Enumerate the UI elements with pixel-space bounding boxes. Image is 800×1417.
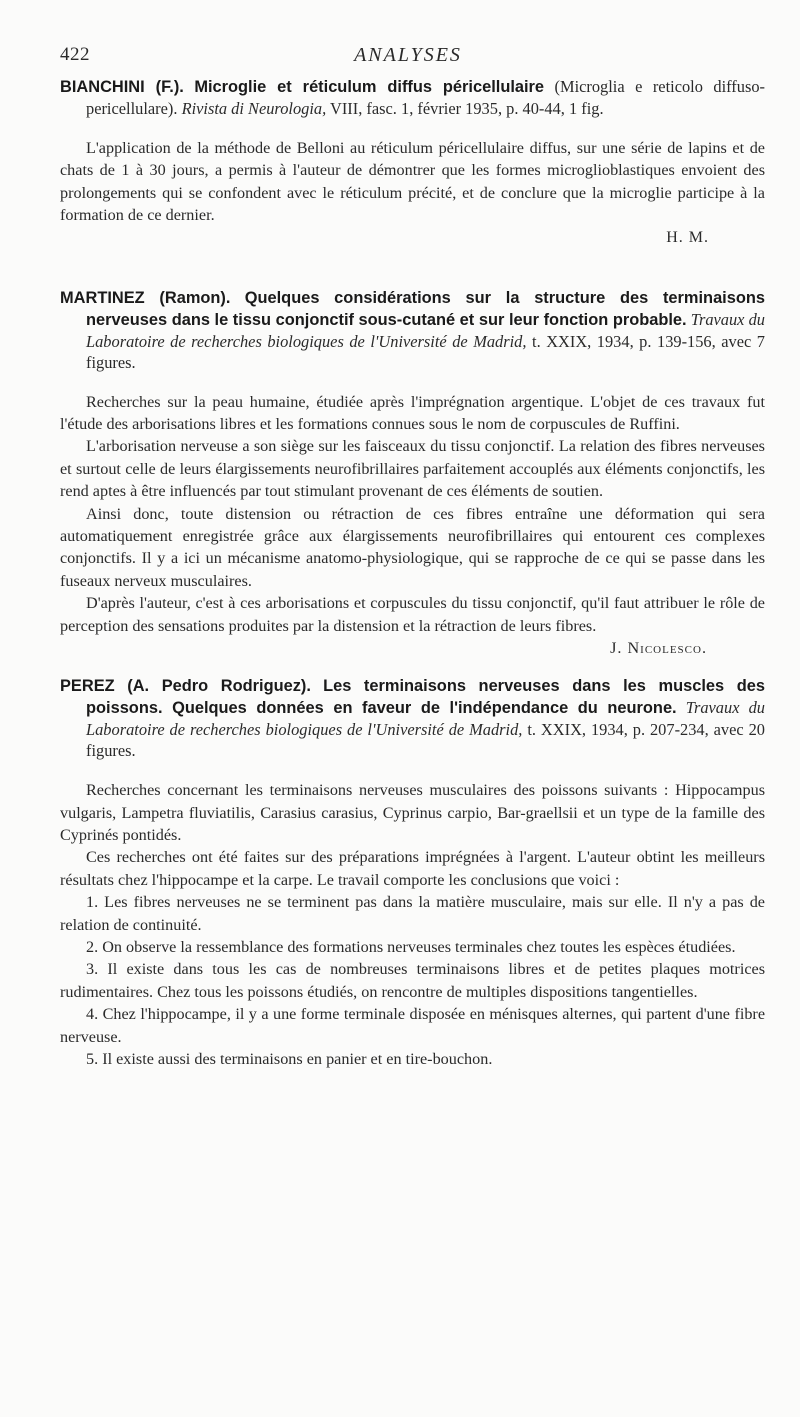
citation (60, 76, 765, 119)
article-title: Les terminaisons nerveuses dans les muscles des poissons. Quelques données en faveur de l'indépendance du neurone. (86, 677, 765, 718)
reference: VIII, fasc. 1, février 1935, p. 40-44, 1 fig. (330, 99, 604, 118)
review-body (60, 391, 765, 658)
conclusion-item: 4. Chez l'hippocampe, il y a une forme terminale disposée en ménisques alternes, qui partent d'une fibre nerveuse. (60, 1005, 765, 1046)
review-martinez (60, 287, 765, 658)
citation (60, 287, 765, 373)
reference: t. XXIX, 1934, p. 207-234, avec 20 figures. (86, 720, 766, 761)
paragraph: L'application de la méthode de Belloni au réticulum péricellulaire diffus, sur une série de lapins et de chats de 1 à 30 jours, a permis à l'auteur de démontrer que les formes microglioblastiques envoient des prolongements qui se confondent avec le réticulum précité, et de conclure que la microglie participe à la formation de ce dernier. (60, 139, 765, 225)
author-name: BIANCHINI (F.). (60, 78, 184, 96)
paragraph: Ces recherches ont été faites sur des préparations imprégnées à l'argent. L'auteur obtint les meilleurs résultats chez l'hippocampe et la carpe. Le travail comporte les conclusions que voici : (60, 848, 765, 889)
running-title: ANALYSES (354, 44, 462, 66)
article-title: Quelques considérations sur la structure des terminaisons nerveuses dans le tissu conjonctif sous-cutané et sur leur fonction probable. (86, 288, 765, 329)
original-title: (Microglia e reticolo diffuso-pericellulare). (86, 77, 765, 118)
article-title: Microglie et réticulum diffus péricellulaire (194, 78, 545, 96)
review-body (60, 779, 765, 1070)
paragraph: Recherches concernant les terminaisons nerveuses musculaires des poissons suivants : Hippocampus vulgaris, Lampetra fluviatilis, Carasius carasius, Cyprinus carpio, Bar-graellsii et un type de la famille des Cyprinés pontidés. (60, 781, 765, 844)
journal-name: Travaux du Laboratoire de recherches biologiques de l'Université de Madrid, (86, 698, 765, 740)
paragraph: Recherches sur la peau humaine, étudiée après l'imprégnation argentique. L'objet de ces travaux fut l'étude des arborisations libres et les formations connues sous le nom de corpuscules de Ruffini. (60, 392, 765, 434)
journal-name: Rivista di Neurologia, (181, 99, 327, 118)
page-content (60, 76, 765, 1070)
review-bianchini (60, 76, 765, 249)
author-name: PEREZ (A. Pedro Rodriguez). (60, 677, 311, 696)
paragraph-with-signature (60, 592, 765, 658)
review-body (60, 137, 765, 249)
paragraph: Ainsi donc, toute distension ou rétraction de ces fibres entraîne une déformation qui sera automatiquement enregistrée grâce aux élargissements neurofibrillaires qui entourent ces complexes conjonctifs. Il y a ici un mécanisme anatomo-physiologique, qui se rapproche de ce qui se passe dans les fuseaux nerveux musculaires. (60, 504, 765, 590)
review-perez (60, 675, 765, 1070)
reviewer-signature: J. Nicolesco. (610, 639, 707, 658)
conclusion-item: 1. Les fibres nerveuses ne se terminent pas dans la matière musculaire, mais sur elle. Il n'y a pas de relation de continuité. (60, 893, 765, 934)
conclusion-item: 5. Il existe aussi des terminaisons en panier et en tire-bouchon. (86, 1049, 493, 1068)
running-head (60, 44, 756, 68)
conclusion-item: 3. Il existe dans tous les cas de nombreuses terminaisons libres et de petites plaques motrices rudimentaires. Chez tous les poissons étudiés, on rencontre de multiples dispositions tangentielles. (60, 960, 765, 1001)
paragraph-text: D'après l'auteur, c'est à ces arborisations et corpuscules du tissu conjonctif, qu'il faut attribuer le rôle de perception des sensations produites par la distension et la rétraction de leurs fibres. (60, 594, 765, 635)
author-name: MARTINEZ (Ramon). (60, 288, 231, 307)
page-number: 422 (60, 44, 90, 65)
citation (60, 675, 765, 761)
reference: t. XXIX, 1934, p. 139-156, avec 7 figures. (86, 331, 765, 372)
reviewer-signature: H. M. (666, 228, 709, 246)
conclusion-item: 2. On observe la ressemblance des formations nerveuses terminales chez toutes les espèces étudiées. (86, 937, 736, 956)
paragraph: L'arborisation nerveuse a son siège sur les faisceaux du tissu conjonctif. La relation des fibres nerveuses et surtout celle de leurs élargissements neurofibrillaires parfaitement accouplés aux éléments conjonctifs, les rend aptes à être influencés par tout stimulant provenant de ces éléments de soutien. (60, 437, 765, 501)
journal-name: Travaux du Laboratoire de recherches biologiques de l'Université de Madrid, (86, 309, 765, 351)
